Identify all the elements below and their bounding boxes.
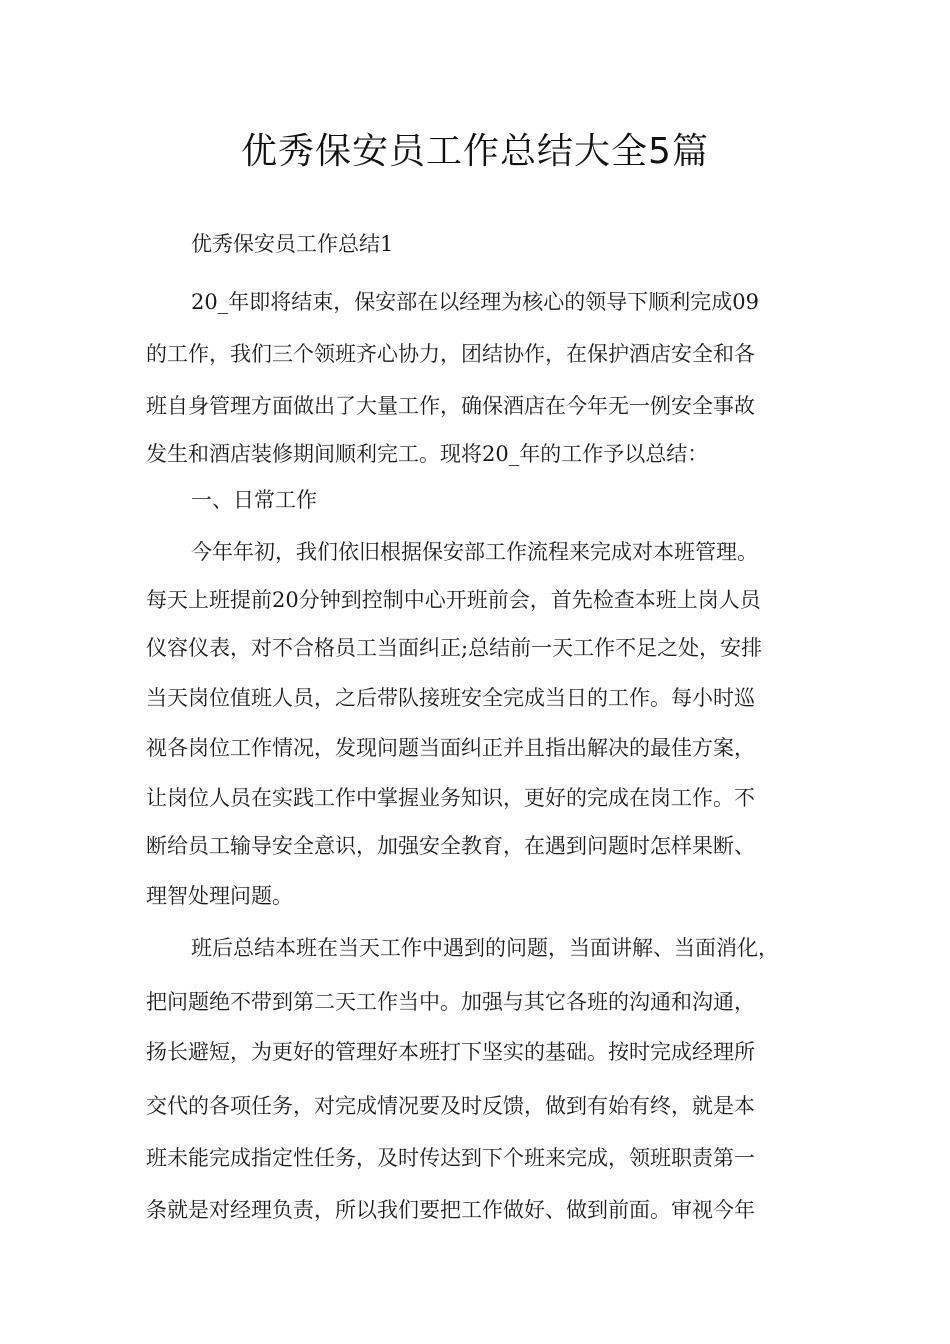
paragraph-line: 把问题绝不带到第二天工作当中。加强与其它各班的沟通和沟通， bbox=[146, 990, 755, 1014]
paragraph-line: 每天上班提前20分钟到控制中心开班前会，首先检查本班上岗人员 bbox=[146, 588, 761, 612]
paragraph-line: 班自身管理方面做出了大量工作，确保酒店在今年无一例安全事故 bbox=[146, 394, 755, 418]
paragraph-line: 班未能完成指定性任务，及时传达到下个班来完成，领班职责第一 bbox=[146, 1146, 755, 1170]
paragraph-line: 让岗位人员在实践工作中掌握业务知识，更好的完成在岗工作。不 bbox=[146, 786, 755, 810]
paragraph-line: 今年年初，我们依旧根据保安部工作流程来完成对本班管理。 bbox=[191, 540, 758, 564]
paragraph-line: 视各岗位工作情况，发现问题当面纠正并且指出解决的最佳方案， bbox=[146, 736, 755, 760]
paragraph-line: 交代的各项任务，对完成情况要及时反馈，做到有始有终，就是本 bbox=[146, 1094, 755, 1118]
paragraph-line: 断给员工输导安全意识，加强安全教育，在遇到问题时怎样果断、 bbox=[146, 834, 755, 858]
paragraph-line: 仪容仪表，对不合格员工当面纠正;总结前一天工作不足之处，安排 bbox=[146, 636, 763, 660]
paragraph-line: 班后总结本班在当天工作中遇到的问题，当面讲解、当面消化， bbox=[191, 936, 779, 960]
paragraph-line: 发生和酒店装修期间顺利完工。现将20_年的工作予以总结： bbox=[146, 442, 709, 466]
document-title: 优秀保安员工作总结大全5篇 bbox=[241, 131, 709, 172]
paragraph-line: 理智处理问题。 bbox=[146, 884, 293, 908]
section-heading: 一、日常工作 bbox=[191, 488, 317, 512]
paragraph-line: 20_年即将结束，保安部在以经理为核心的领导下顺利完成09 bbox=[191, 290, 759, 314]
paragraph-line: 当天岗位值班人员，之后带队接班安全完成当日的工作。每小时巡 bbox=[146, 686, 755, 710]
section-heading: 优秀保安员工作总结1 bbox=[191, 232, 394, 256]
paragraph-line: 条就是对经理负责，所以我们要把工作做好、做到前面。审视今年 bbox=[146, 1198, 755, 1222]
paragraph-line: 扬长避短，为更好的管理好本班打下坚实的基础。按时完成经理所 bbox=[146, 1040, 755, 1064]
paragraph-line: 的工作，我们三个领班齐心协力，团结协作，在保护酒店安全和各 bbox=[146, 342, 755, 366]
